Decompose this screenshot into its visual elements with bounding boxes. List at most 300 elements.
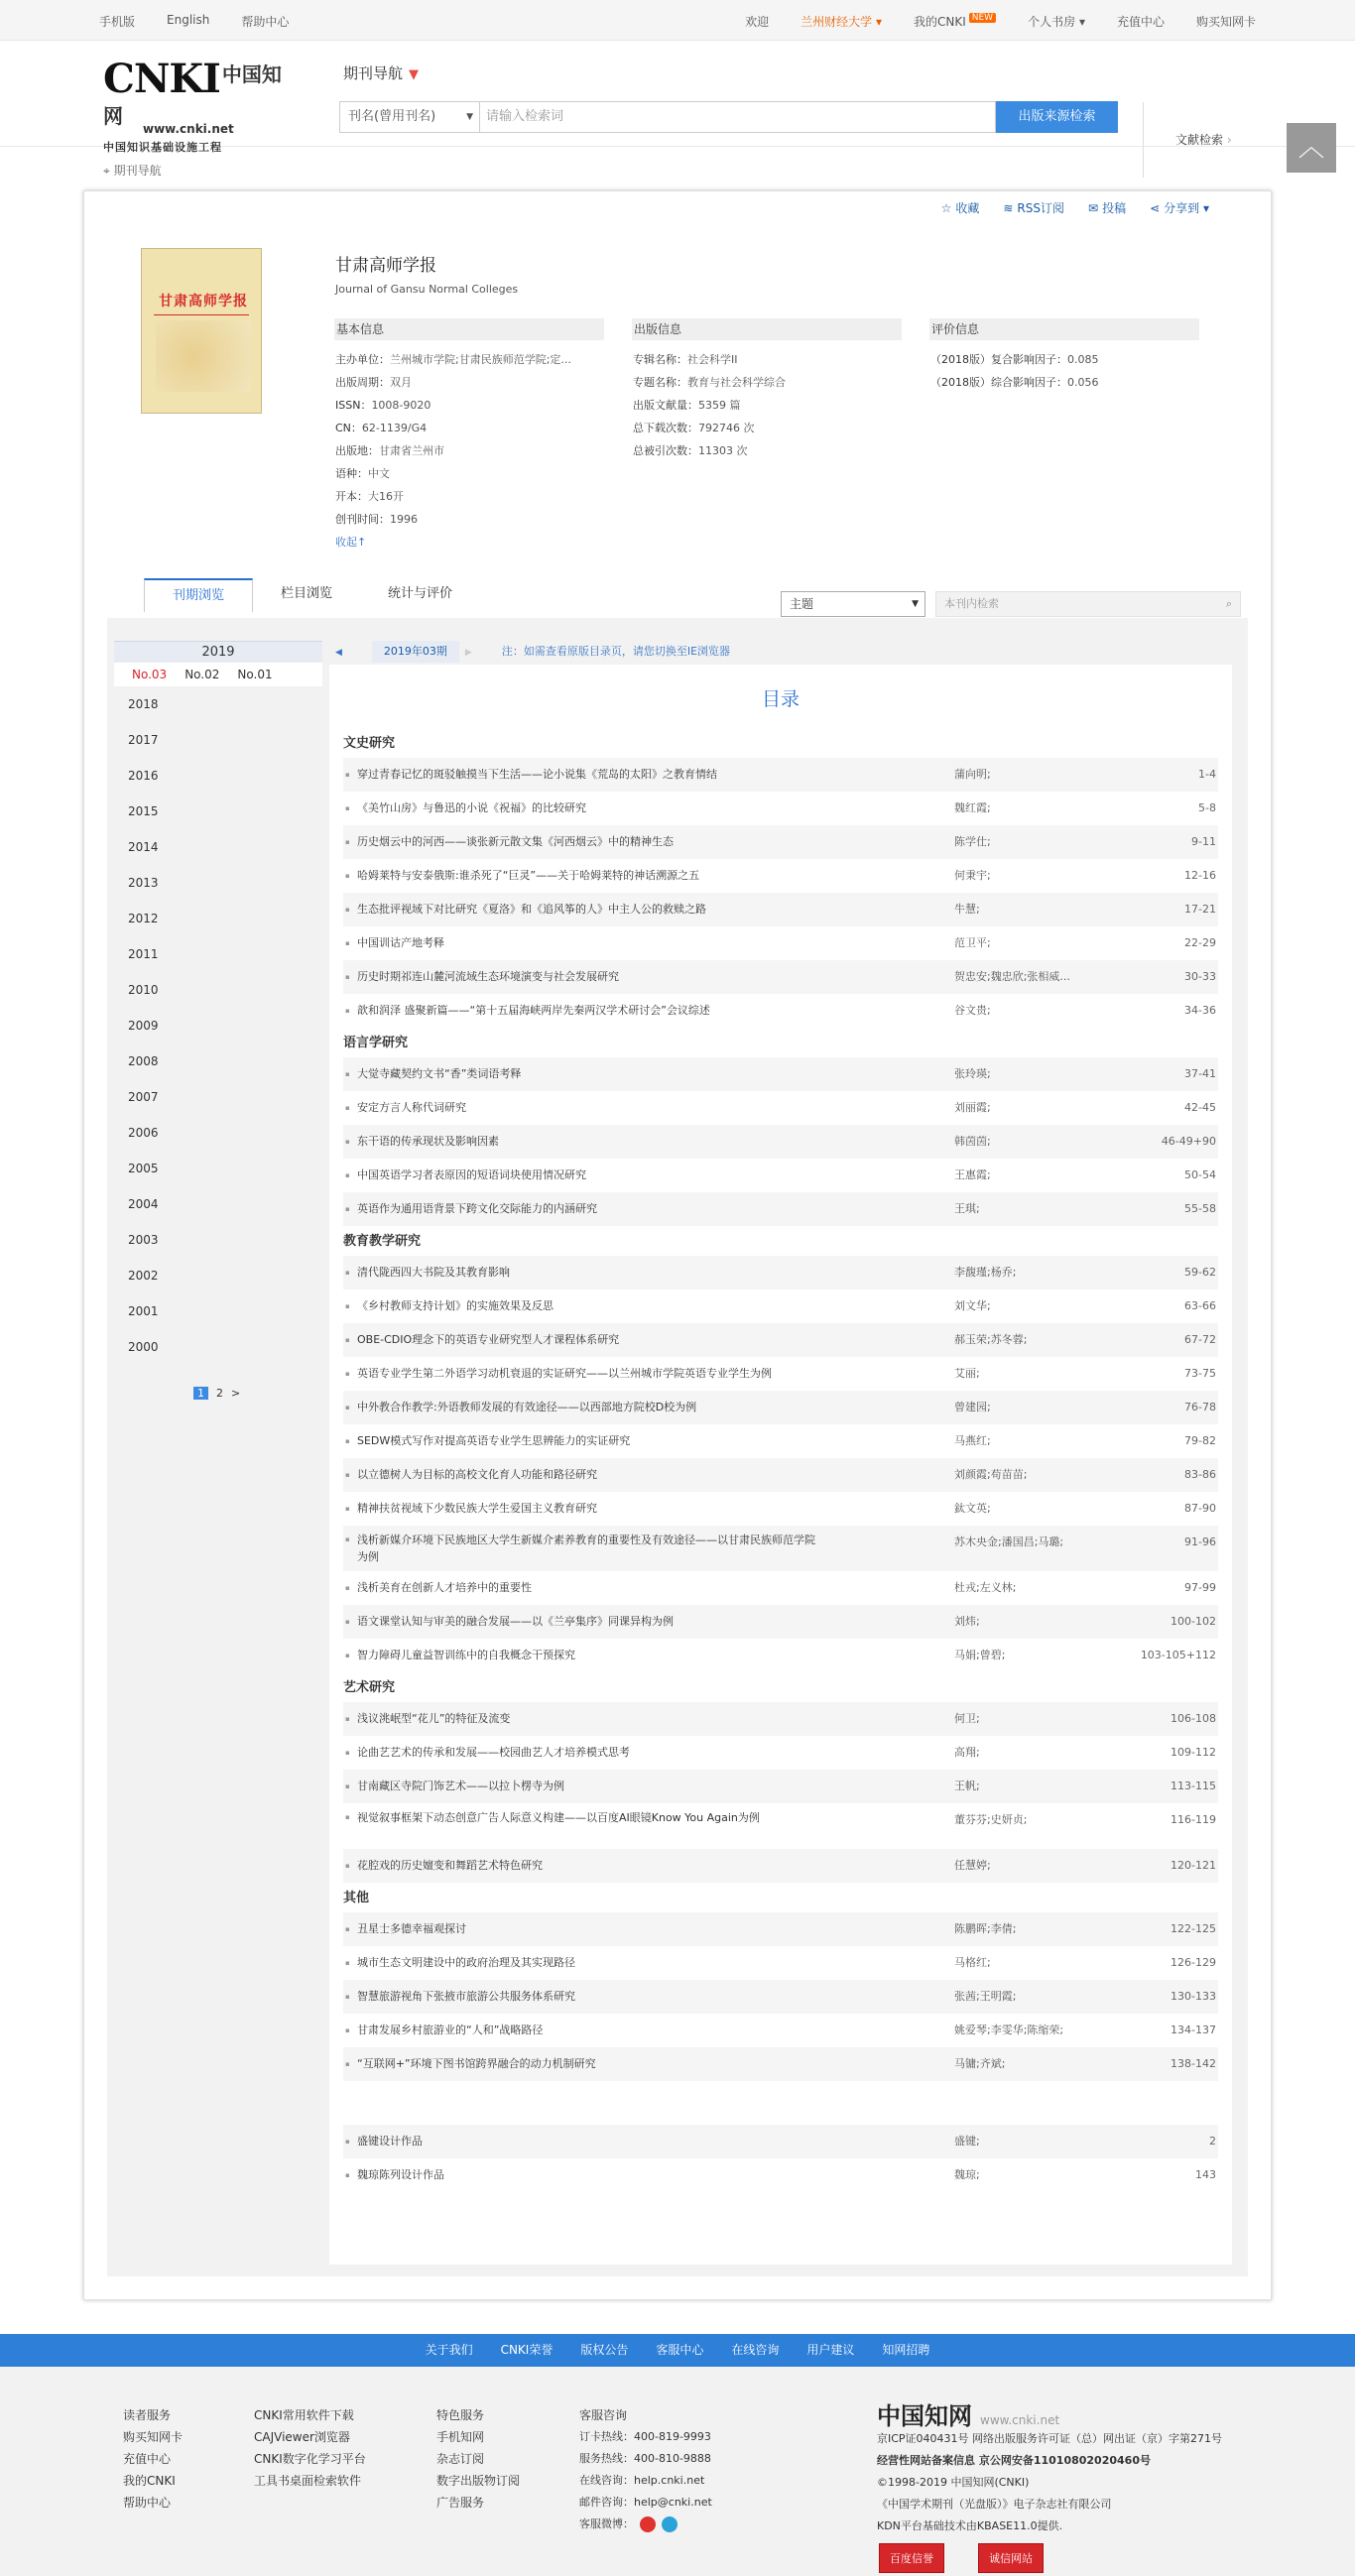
toc-row — [343, 2125, 1218, 2158]
year-current[interactable]: 2019 — [114, 641, 322, 663]
search-input[interactable]: 请输入检索词 — [480, 101, 996, 133]
buy-card-link[interactable]: 购买知网卡 — [1195, 15, 1256, 29]
toc-row — [343, 1125, 1218, 1159]
article-authors[interactable]: 杜戎;左义林; — [954, 1581, 1017, 1594]
article-title-link[interactable]: ▪ 浅析美育在创新人才培养中的重要性 — [357, 1571, 532, 1605]
toc-row — [343, 1946, 1218, 1980]
article-title-link[interactable]: ▪ 中国训诂产地考释 — [357, 926, 444, 960]
toc-section-heading: 教育教学研究 — [343, 1234, 422, 1249]
article-pages: 130-133 — [1170, 1990, 1216, 2003]
article-pages: 100-102 — [1170, 1615, 1216, 1628]
toc-body — [343, 728, 1218, 2192]
article-title-link[interactable]: ▪ 盛键设计作品 — [357, 2125, 423, 2158]
year-item[interactable]: 2005 — [128, 1162, 159, 1175]
baidu-credit-badge[interactable]: 百度信誉 — [879, 2543, 944, 2573]
info-row: 专题名称：教育与社会科学综合 — [633, 376, 786, 389]
article-authors[interactable]: 魏琼; — [954, 2168, 980, 2181]
page-next[interactable]: > — [231, 1387, 241, 1400]
legal-line: 《中国学术期刊（光盘版）》电子杂志社有限公司 — [877, 2498, 1112, 2511]
logo-main: CNKI — [103, 56, 220, 102]
journal-title: 甘肃高师学报 — [335, 256, 436, 276]
toc-row — [343, 1571, 1218, 1605]
article-authors[interactable]: 刘文华; — [954, 1299, 991, 1312]
article-title-link[interactable]: ▪ 浅析新媒介环境下民族地区大学生新媒介素养教育的重要性及有效途径——以甘肃民族师范学院为例 — [357, 1532, 823, 1565]
article-pages: 113-115 — [1170, 1779, 1216, 1792]
eval-info-head: 评价信息 — [929, 318, 1199, 340]
search-field-select[interactable] — [339, 101, 480, 133]
share-label: 分享到 — [1164, 201, 1200, 215]
footer-nav-item[interactable]: CNKI荣誉 — [500, 2343, 554, 2357]
article-authors[interactable]: 何卫; — [954, 1712, 980, 1725]
article-title-link[interactable]: ▪ 甘南藏区寺院门饰艺术——以拉卜楞寺为例 — [357, 1770, 564, 1803]
article-title-link[interactable]: ▪ 英语专业学生第二外语学习动机衰退的实证研究——以兰州城市学院英语专业学生为例 — [357, 1357, 772, 1391]
article-pages: 83-86 — [1184, 1468, 1216, 1481]
literature-search-link[interactable] — [1175, 131, 1232, 148]
article-title-link[interactable]: ▪ “互联网+”环境下图书馆跨界融合的动力机制研究 — [357, 2047, 596, 2081]
footer-link[interactable]: 数字出版物订阅 — [436, 2474, 521, 2488]
toc-row — [343, 1391, 1218, 1424]
footer-legal — [877, 2428, 1222, 2537]
article-title-link[interactable]: ▪ 城市生态文明建设中的政府治理及其实现路径 — [357, 1946, 575, 1980]
toc-row — [343, 825, 1218, 859]
article-title-link[interactable]: ▪ 中国英语学习者表原因的短语词块使用情况研究 — [357, 1159, 586, 1192]
rss-icon: ≋ — [1003, 201, 1014, 215]
share-button[interactable]: ⋖ 分享到 ▾ — [1150, 201, 1209, 215]
article-title-link[interactable]: ▪ 历史烟云中的河西——谈张新元散文集《河西烟云》中的精神生态 — [357, 825, 674, 859]
info-row: 创刊时间：1996 — [335, 513, 418, 526]
year-item[interactable]: 2001 — [128, 1304, 159, 1318]
in-journal-search-input[interactable] — [935, 591, 1241, 617]
top-left-links — [99, 13, 289, 30]
theme-select[interactable] — [781, 591, 925, 617]
footer-text: 邮件咨询：help@cnki.net — [579, 2496, 712, 2509]
year-item[interactable]: 2000 — [128, 1340, 159, 1354]
personal-study-link[interactable] — [1028, 13, 1085, 30]
chevron-down-icon: ▾ — [875, 15, 882, 29]
article-title-link[interactable]: ▪ OBE-CDIO理念下的英语专业研究型人才课程体系研究 — [357, 1323, 619, 1357]
toc-row — [343, 1192, 1218, 1226]
toc-row — [343, 926, 1218, 960]
footer-col-support — [579, 2404, 712, 2535]
toc-row — [343, 1849, 1218, 1883]
article-pages: 76-78 — [1184, 1401, 1216, 1413]
article-authors[interactable]: 王惠霞; — [954, 1168, 991, 1181]
recharge-link[interactable]: 充值中心 — [1116, 15, 1165, 29]
journal-cover — [141, 248, 262, 414]
article-authors[interactable]: 郝玉荣;苏冬蓉; — [954, 1333, 1028, 1346]
cover-illustration — [156, 320, 251, 392]
toc-section-heading: 其他 — [343, 1891, 370, 1905]
cover-rule — [154, 314, 249, 315]
trusted-site-badge[interactable]: 诚信网站 — [978, 2543, 1044, 2573]
footer-heading: 特色服务 — [436, 2408, 485, 2422]
toc-title: 目录 — [761, 688, 800, 710]
toc-section-heading: 艺术研究 — [343, 1680, 396, 1695]
tab-issue-browse[interactable]: 刊期浏览 — [144, 578, 253, 612]
ie-note-link[interactable]: 注：如需查看原版目录页，请您切换至IE浏览器 — [501, 645, 731, 658]
toc-row — [343, 792, 1218, 825]
article-pages: 67-72 — [1184, 1333, 1216, 1346]
toc-row — [343, 1639, 1218, 1672]
footer-col-services — [436, 2404, 520, 2514]
article-authors[interactable]: 马娟;曾碧; — [954, 1649, 1006, 1661]
article-pages: 63-66 — [1184, 1299, 1216, 1312]
article-pages: 17-21 — [1184, 903, 1216, 916]
year-item[interactable]: 2018 — [128, 697, 159, 711]
chevron-down-icon: ▾ — [1078, 15, 1085, 29]
toc-row — [343, 1912, 1218, 1946]
article-title-link[interactable]: ▪ 魏琼陈列设计作品 — [357, 2158, 444, 2192]
info-row: 总下载次数：792746 次 — [633, 422, 755, 434]
article-authors[interactable]: 谷文贵; — [954, 1004, 991, 1017]
article-authors[interactable]: 王琪; — [954, 1202, 980, 1215]
toc-row — [343, 960, 1218, 994]
article-title-link[interactable]: ▪ 大觉寺藏契约文书“香”类词语考释 — [357, 1057, 521, 1091]
article-title-link[interactable]: ▪ 哈姆莱特与安泰俄斯:谁杀死了“巨灵”——关于哈姆莱特的神话溯源之五 — [357, 859, 699, 893]
footer-col-reader — [123, 2404, 183, 2514]
article-title-link[interactable]: ▪ 丑星士多德幸福观探讨 — [357, 1912, 466, 1946]
university-name: 兰州财经大学 — [801, 15, 873, 29]
year-item[interactable]: 2013 — [128, 876, 159, 890]
footer-nav-item[interactable]: 知网招聘 — [882, 2343, 930, 2357]
article-title-link[interactable]: ▪ 英语作为通用语背景下跨文化交际能力的内涵研究 — [357, 1192, 597, 1226]
my-cnki-label: 我的CNKI — [914, 15, 966, 29]
toc-row — [343, 1357, 1218, 1391]
basic-info-list — [335, 348, 571, 553]
article-authors[interactable]: 鈦文英; — [954, 1502, 991, 1515]
caret-down-icon: ▼ — [912, 599, 919, 609]
page-2[interactable]: 2 — [216, 1387, 223, 1400]
help-link[interactable]: 帮助中心 — [241, 15, 290, 29]
toc-row — [343, 1526, 1218, 1571]
footer-link[interactable]: 购买知网卡 — [123, 2430, 184, 2444]
eval-info-list — [930, 348, 1099, 394]
toc-row — [343, 1323, 1218, 1357]
year-list — [114, 686, 322, 1365]
submit-label: 投稿 — [1102, 201, 1127, 215]
article-authors[interactable]: 刘丽霞; — [954, 1101, 991, 1114]
toc-row — [343, 1159, 1218, 1192]
footer-link[interactable]: 工具书桌面检索软件 — [254, 2474, 362, 2488]
theme-value: 主题 — [790, 597, 814, 611]
footer-nav — [0, 2334, 1355, 2367]
chevron-right-icon: › — [1226, 133, 1232, 147]
article-authors[interactable]: 刘颜霞;苟苗苗; — [954, 1468, 1028, 1481]
info-row: ISSN：1008-9020 — [335, 399, 431, 412]
footer-link[interactable]: 手机知网 — [436, 2430, 485, 2444]
article-title-link[interactable]: ▪ 《乡村教师支持计划》的实施效果及反思 — [357, 1289, 554, 1323]
footer-text: 服务热线：400-810-9888 — [579, 2452, 711, 2465]
info-row: （2018版）综合影响因子：0.056 — [930, 376, 1099, 389]
university-link[interactable] — [801, 13, 882, 30]
mail-icon: ✉ — [1088, 201, 1099, 215]
article-pages: 30-33 — [1184, 970, 1216, 983]
info-row: 出版周期：双月 — [335, 376, 412, 389]
info-row: 语种：中文 — [335, 467, 390, 480]
in-search-placeholder: 本刊内检索 — [944, 597, 999, 610]
article-title-link[interactable]: ▪ 花腔戏的历史嬗变和舞蹈艺术特色研究 — [357, 1849, 543, 1883]
english-link[interactable]: English — [167, 13, 210, 27]
article-authors[interactable]: 董芬芬;史妍贞; — [954, 1813, 1028, 1826]
footer-text: 订卡热线：400-819-9993 — [579, 2430, 711, 2443]
toc-row — [343, 2014, 1218, 2047]
year-item[interactable]: 2010 — [128, 983, 159, 997]
article-pages: 9-11 — [1191, 835, 1216, 848]
article-authors[interactable]: 韩茵茵; — [954, 1135, 991, 1148]
article-authors[interactable]: 魏红霞; — [954, 801, 991, 814]
page-1[interactable]: 1 — [193, 1387, 208, 1400]
table-of-contents — [329, 665, 1232, 2265]
source-search-button[interactable]: 出版来源检索 — [996, 101, 1118, 133]
next-arrow-icon[interactable]: ▶ — [464, 648, 472, 658]
article-authors[interactable]: 张玲瑛; — [954, 1067, 991, 1080]
article-authors[interactable]: 陈学仕; — [954, 835, 991, 848]
article-title-link[interactable]: ▪ 《美竹山房》与鲁迅的小说《祝福》的比较研究 — [357, 792, 586, 825]
toc-row — [343, 758, 1218, 792]
action-bar — [941, 199, 1209, 216]
collapse-link[interactable]: 收起↑ — [335, 536, 367, 549]
article-authors[interactable]: 曾建园; — [954, 1401, 991, 1413]
info-row: 出版文献量：5359 篇 — [633, 399, 741, 412]
tab-statistics[interactable]: 统计与评价 — [388, 586, 453, 601]
nav-title-text: 期刊导航 — [343, 64, 404, 82]
footer-nav-item[interactable]: 在线咨询 — [731, 2343, 780, 2357]
toc-row — [343, 1736, 1218, 1770]
breadcrumb-item[interactable]: 期刊导航 — [113, 164, 162, 178]
year-item[interactable]: 2014 — [128, 840, 159, 854]
article-title-link[interactable]: ▪ 甘肃发展乡村旅游业的“人和”战略路径 — [357, 2014, 543, 2047]
article-pages: 138-142 — [1170, 2057, 1216, 2070]
article-title-link[interactable]: ▪ 历史时期祁连山麓河流域生态环境演变与社会发展研究 — [357, 960, 619, 994]
article-authors[interactable]: 张茜;王明霞; — [954, 1990, 1017, 2003]
info-row: 总被引次数：11303 次 — [633, 444, 748, 457]
article-pages: 122-125 — [1170, 1922, 1216, 1935]
year-item[interactable]: 2009 — [128, 1019, 159, 1033]
legal-line: 经营性网站备案信息 京公网安备11010802020460号 — [877, 2454, 1151, 2467]
article-pages: 109-112 — [1170, 1746, 1216, 1759]
article-title-link[interactable]: ▪ 歆和润泽 盛聚新篇——“第十五届海峡两岸先秦两汉学术研讨会”会议综述 — [357, 994, 710, 1028]
footer-nav-item[interactable]: 版权公告 — [580, 2343, 629, 2357]
article-title-link[interactable]: ▪ 穿过青春记忆的斑驳触摸当下生活——论小说集《荒岛的太阳》之教育情结 — [357, 758, 717, 792]
footer-nav-item[interactable]: 客服中心 — [656, 2343, 704, 2357]
article-title-link[interactable]: ▪ 生态批评视域下对比研究《夏洛》和《追风筝的人》中主人公的救赎之路 — [357, 893, 706, 926]
footer-heading: 客服咨询 — [579, 2408, 628, 2422]
favorite-button[interactable] — [941, 199, 980, 216]
article-pages: 37-41 — [1184, 1067, 1216, 1080]
article-authors[interactable]: 李馥瑾;杨乔; — [954, 1266, 1017, 1279]
caret-down-icon: ▼ — [466, 112, 473, 122]
footer-heading: CNKI常用软件下载 — [254, 2408, 354, 2422]
journal-nav-toggle[interactable] — [343, 62, 419, 83]
location-pin-icon: ⌖ — [103, 164, 110, 178]
logo-sub: 中国知识基础设施工程 — [103, 141, 222, 154]
article-title-link[interactable]: ▪ 精神扶贫视域下少数民族大学生爱国主义教育研究 — [357, 1492, 597, 1526]
weibo-icon[interactable] — [640, 2516, 656, 2532]
top-right-links — [745, 13, 1256, 30]
footer-logo: 中国知网 www.cnki.net — [877, 2401, 1060, 2430]
article-pages: 120-121 — [1170, 1859, 1216, 1872]
journal-subtitle: Journal of Gansu Normal Colleges — [335, 283, 519, 296]
footer-link[interactable]: 帮助中心 — [123, 2496, 172, 2510]
issue-item[interactable]: No.03 — [132, 668, 168, 681]
article-authors[interactable]: 蒲向明; — [954, 768, 991, 781]
back-to-top-button[interactable] — [1287, 123, 1336, 173]
footer-link[interactable]: 我的CNKI — [123, 2474, 176, 2488]
article-title-link[interactable]: ▪ 安定方言人称代词研究 — [357, 1091, 466, 1125]
article-authors[interactable]: 姚爱琴;李雯华;陈缩荣; — [954, 2024, 1064, 2036]
footer-link[interactable]: CNKI数字化学习平台 — [254, 2452, 366, 2466]
article-authors[interactable]: 范卫平; — [954, 936, 991, 949]
info-row: CN：62-1139/G4 — [335, 422, 428, 434]
article-pages: 55-58 — [1184, 1202, 1216, 1215]
legal-line: 京ICP证040431号 网络出版服务许可证（总）网出证（京）字第271号 — [877, 2432, 1223, 2445]
divider — [1143, 102, 1144, 178]
search-bar — [339, 101, 1118, 133]
basic-info-head: 基本信息 — [334, 318, 604, 340]
triangle-down-icon: ▼ — [409, 67, 420, 82]
article-pages: 73-75 — [1184, 1367, 1216, 1380]
article-pages: 34-36 — [1184, 1004, 1216, 1017]
toc-row — [343, 1492, 1218, 1526]
article-pages: 143 — [1195, 2168, 1216, 2181]
info-row: 出版地：甘肃省兰州市 — [335, 444, 444, 457]
article-title-link[interactable]: ▪ 以立德树人为目标的高校文化育人功能和路径研究 — [357, 1458, 597, 1492]
info-row: 主办单位：兰州城市学院;甘肃民族师范学院;定... — [335, 353, 571, 366]
article-title-link[interactable]: ▪ 智力障碍儿童益智训练中的自我概念干预探究 — [357, 1639, 575, 1672]
article-authors[interactable]: 陈鹏晖;李倩; — [954, 1922, 1017, 1935]
article-pages: 103-105+112 — [1140, 1649, 1216, 1661]
qq-icon[interactable] — [662, 2516, 678, 2532]
article-title-link[interactable]: ▪ 中外教合作教学:外语教师发展的有效途径——以西部地方院校D校为例 — [357, 1391, 696, 1424]
article-title-link[interactable]: ▪ 清代陇西四大书院及其教育影响 — [357, 1256, 510, 1289]
article-authors[interactable]: 马燕红; — [954, 1434, 991, 1447]
issue-item[interactable]: No.01 — [237, 668, 273, 681]
article-authors[interactable]: 牛慧; — [954, 903, 980, 916]
issue-list — [114, 663, 322, 686]
article-authors[interactable]: 马镛;齐斌; — [954, 2057, 1006, 2070]
new-badge: NEW — [969, 13, 996, 23]
article-title-link[interactable]: ▪ SEDW模式写作对提高英语专业学生思辨能力的实证研究 — [357, 1424, 630, 1458]
article-title-link[interactable]: ▪ 浅议洮岷型“花儿”的特征及流变 — [357, 1702, 510, 1736]
footer-link[interactable]: 广告服务 — [436, 2496, 485, 2510]
article-authors[interactable]: 艾丽; — [954, 1367, 980, 1380]
article-authors[interactable]: 任慧婷; — [954, 1859, 991, 1872]
year-item[interactable]: 2015 — [128, 804, 159, 818]
toc-row — [343, 1803, 1218, 1849]
toc-row — [343, 1057, 1218, 1091]
logo-url: www.cnki.net — [143, 122, 234, 136]
article-authors[interactable]: 刘炜; — [954, 1615, 980, 1628]
legal-line: ©1998-2019 中国知网(CNKI) — [877, 2476, 1030, 2489]
tab-column-browse[interactable]: 栏目浏览 — [281, 586, 333, 601]
article-pages: 42-45 — [1184, 1101, 1216, 1114]
footer-link[interactable]: 充值中心 — [123, 2452, 172, 2466]
year-item[interactable]: 2012 — [128, 912, 159, 925]
mobile-link[interactable]: 手机版 — [99, 15, 136, 29]
my-cnki-link[interactable] — [914, 13, 996, 30]
rss-button[interactable] — [1003, 199, 1064, 216]
footer-link[interactable]: 杂志订阅 — [436, 2452, 485, 2466]
article-pages: 106-108 — [1170, 1712, 1216, 1725]
footer — [0, 2367, 1355, 2576]
toc-row — [343, 2158, 1218, 2192]
footer-nav-item[interactable]: 关于我们 — [425, 2343, 473, 2357]
prev-arrow-icon[interactable]: ◀ — [335, 648, 342, 658]
article-pages: 5-8 — [1198, 801, 1216, 814]
rss-label: RSS订阅 — [1017, 201, 1064, 215]
article-pages: 87-90 — [1184, 1502, 1216, 1515]
toc-row — [343, 1256, 1218, 1289]
article-pages: 2 — [1209, 2135, 1216, 2147]
article-pages: 91-96 — [1184, 1535, 1216, 1548]
toc-row — [343, 994, 1218, 1028]
toc-row — [343, 859, 1218, 893]
toc-row — [343, 1770, 1218, 1803]
article-pages: 12-16 — [1184, 869, 1216, 882]
search-icon[interactable]: ⌕ — [1225, 597, 1232, 610]
article-authors[interactable]: 何秉宇; — [954, 869, 991, 882]
article-authors[interactable]: 盛键; — [954, 2135, 980, 2147]
chevron-up-icon: ︿ — [1297, 133, 1324, 163]
year-item[interactable]: 2016 — [128, 769, 159, 783]
article-authors[interactable]: 王帆; — [954, 1779, 980, 1792]
submit-button[interactable] — [1088, 199, 1126, 216]
cover-title: 甘肃高师学报 — [159, 294, 248, 309]
article-title-link[interactable]: ▪ 智慧旅游视角下张掖市旅游公共服务体系研究 — [357, 1980, 575, 2014]
footer-link[interactable]: CAJViewer浏览器 — [254, 2430, 350, 2444]
year-item[interactable]: 2006 — [128, 1126, 159, 1140]
toc-row — [343, 1424, 1218, 1458]
footer-nav-item[interactable]: 用户建议 — [806, 2343, 855, 2357]
year-item[interactable]: 2002 — [128, 1269, 159, 1283]
breadcrumb — [103, 162, 162, 179]
star-icon: ☆ — [940, 201, 952, 215]
year-item[interactable]: 2017 — [128, 733, 159, 747]
year-item[interactable]: 2011 — [128, 947, 159, 961]
article-authors[interactable]: 贺忠安;魏忠欣;张相威... — [954, 970, 1070, 983]
article-title-link[interactable]: ▪ 论曲艺艺术的传承和发展——校园曲艺人才培养模式思考 — [357, 1736, 630, 1770]
article-authors[interactable]: 马格红; — [954, 1956, 991, 1969]
welcome-text: 欢迎 — [745, 15, 770, 29]
cnki-logo[interactable] — [103, 56, 288, 154]
article-title-link[interactable]: ▪ 语文课堂认知与审美的融合发展——以《兰亭集序》同课异构为例 — [357, 1605, 674, 1639]
year-item[interactable]: 2003 — [128, 1233, 159, 1247]
year-item[interactable]: 2007 — [128, 1090, 159, 1104]
search-field-value: 刊名(曾用刊名) — [348, 109, 436, 124]
year-pager — [193, 1387, 240, 1400]
footer-logo-url: www.cnki.net — [980, 2413, 1060, 2427]
article-title-link[interactable]: ▪ 视觉叙事框架下动态创意广告人际意义构建——以百度AI眼镜Know You Again为例 — [357, 1809, 823, 1826]
pub-info-list — [633, 348, 786, 462]
toc-section-heading: 文史研究 — [343, 736, 396, 751]
article-authors[interactable]: 苏木央金;潘国昌;马璐; — [954, 1535, 1064, 1548]
article-pages: 79-82 — [1184, 1434, 1216, 1447]
article-authors[interactable]: 高翔; — [954, 1746, 980, 1759]
toc-row — [343, 1091, 1218, 1125]
article-title-link[interactable]: ▪ 东干语的传承现状及影响因素 — [357, 1125, 499, 1159]
article-pages: 59-62 — [1184, 1266, 1216, 1279]
toc-row — [343, 893, 1218, 926]
year-item[interactable]: 2004 — [128, 1197, 159, 1211]
issue-item[interactable]: No.02 — [185, 668, 220, 681]
year-item[interactable]: 2008 — [128, 1054, 159, 1068]
share-icon: ⋖ — [1150, 201, 1161, 215]
toc-row — [343, 1458, 1218, 1492]
pub-info-head: 出版信息 — [632, 318, 902, 340]
footer-text: 在线咨询：help.cnki.net — [579, 2474, 705, 2487]
footer-col-software — [254, 2404, 366, 2492]
top-bar — [0, 0, 1355, 41]
